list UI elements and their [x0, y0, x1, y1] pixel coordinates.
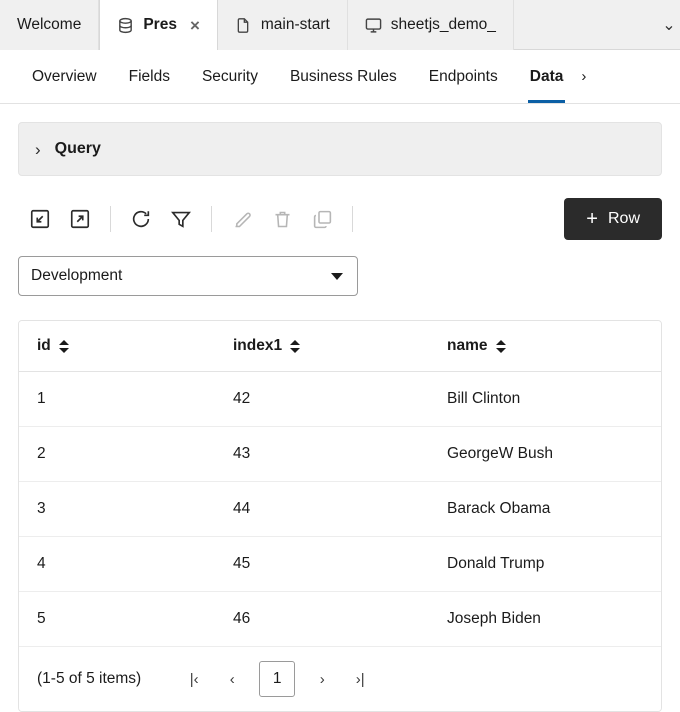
- cell-id: 5: [19, 592, 233, 647]
- main-content: [0, 104, 680, 712]
- next-page-button[interactable]: ›: [303, 662, 341, 696]
- column-header-id[interactable]: [19, 321, 233, 372]
- table-header-row: [19, 321, 661, 372]
- column-header-name[interactable]: [447, 321, 661, 372]
- duplicate-icon: [302, 200, 342, 238]
- cell-id: 2: [19, 427, 233, 482]
- subnav-item-overview[interactable]: Overview: [32, 67, 97, 85]
- add-row-label: Row: [607, 210, 640, 227]
- data-table-element: [19, 321, 661, 647]
- toolbar-divider-3: [352, 206, 353, 232]
- tab-sheetjs-demo[interactable]: [348, 0, 514, 50]
- query-panel-title: Query: [54, 140, 101, 157]
- chevron-right-icon: ›: [35, 139, 41, 159]
- table-body: [19, 372, 661, 647]
- import-icon[interactable]: [20, 200, 60, 238]
- cell-id: 4: [19, 537, 233, 592]
- tab-welcome[interactable]: [0, 0, 99, 50]
- sort-icon[interactable]: [496, 339, 506, 354]
- table-pager: [19, 647, 661, 711]
- tab-label: sheetjs_demo_: [390, 16, 496, 33]
- pager-count: (1-5 of 5 items): [37, 670, 142, 687]
- sub-navigation: [0, 50, 680, 104]
- add-row-button[interactable]: [564, 198, 662, 240]
- subnav-item-business-rules[interactable]: Business Rules: [289, 67, 397, 85]
- table-row[interactable]: [19, 427, 661, 482]
- column-header-label: name: [447, 337, 488, 354]
- environment-select[interactable]: [18, 256, 358, 296]
- edit-icon: [222, 200, 262, 238]
- sort-icon[interactable]: [59, 339, 69, 354]
- tab-label: Pres: [143, 16, 177, 33]
- database-icon: [117, 17, 134, 34]
- cell-id: 3: [19, 482, 233, 537]
- cell-name: GeorgeW Bush: [447, 427, 661, 482]
- cell-id: 1: [19, 372, 233, 427]
- chevron-down-icon[interactable]: ⌄: [658, 0, 680, 49]
- tab-label: main-start: [260, 16, 330, 33]
- query-panel[interactable]: [18, 122, 662, 176]
- plus-icon: +: [586, 208, 598, 230]
- column-header-label: index1: [233, 337, 283, 354]
- first-page-button[interactable]: |‹: [175, 662, 213, 696]
- toolbar-divider-1: [110, 206, 111, 232]
- cell-name: Bill Clinton: [447, 372, 661, 427]
- close-icon[interactable]: ×: [189, 15, 200, 35]
- table-row[interactable]: [19, 537, 661, 592]
- cell-index1: 46: [233, 592, 447, 647]
- filter-icon[interactable]: [161, 200, 201, 238]
- data-table: [18, 320, 662, 712]
- file-icon: [235, 17, 252, 34]
- cell-index1: 43: [233, 427, 447, 482]
- refresh-icon[interactable]: [121, 200, 161, 238]
- subnav-item-security[interactable]: Security: [201, 67, 258, 85]
- last-page-button[interactable]: ›|: [341, 662, 379, 696]
- toolbar-divider-2: [211, 206, 212, 232]
- column-header-index1[interactable]: [233, 321, 447, 372]
- cell-index1: 42: [233, 372, 447, 427]
- tab-strip: [0, 0, 680, 50]
- chevron-down-icon: [331, 273, 343, 280]
- table-row[interactable]: [19, 372, 661, 427]
- column-header-label: id: [37, 337, 51, 354]
- tab-label: Welcome: [17, 16, 82, 33]
- subnav-item-fields[interactable]: Fields: [128, 67, 170, 85]
- cell-index1: 44: [233, 482, 447, 537]
- prev-page-button[interactable]: ‹: [213, 662, 251, 696]
- cell-index1: 45: [233, 537, 447, 592]
- environment-select-value: Development: [31, 267, 123, 284]
- cell-name: Joseph Biden: [447, 592, 661, 647]
- page-number-1[interactable]: 1: [259, 661, 295, 697]
- sort-icon[interactable]: [290, 339, 300, 354]
- table-head: [19, 321, 661, 372]
- subnav-item-endpoints[interactable]: Endpoints: [428, 67, 498, 85]
- export-icon[interactable]: [60, 200, 100, 238]
- data-toolbar: [18, 198, 662, 240]
- table-row[interactable]: [19, 592, 661, 647]
- tab-main-start[interactable]: [218, 0, 348, 50]
- table-row[interactable]: [19, 482, 661, 537]
- tab-pres[interactable]: [99, 0, 218, 50]
- subnav-item-data[interactable]: Data: [514, 50, 580, 103]
- cell-name: Donald Trump: [447, 537, 661, 592]
- delete-icon: [262, 200, 302, 238]
- monitor-icon: [365, 17, 382, 34]
- subnav-more-icon[interactable]: ›: [581, 68, 587, 85]
- cell-name: Barack Obama: [447, 482, 661, 537]
